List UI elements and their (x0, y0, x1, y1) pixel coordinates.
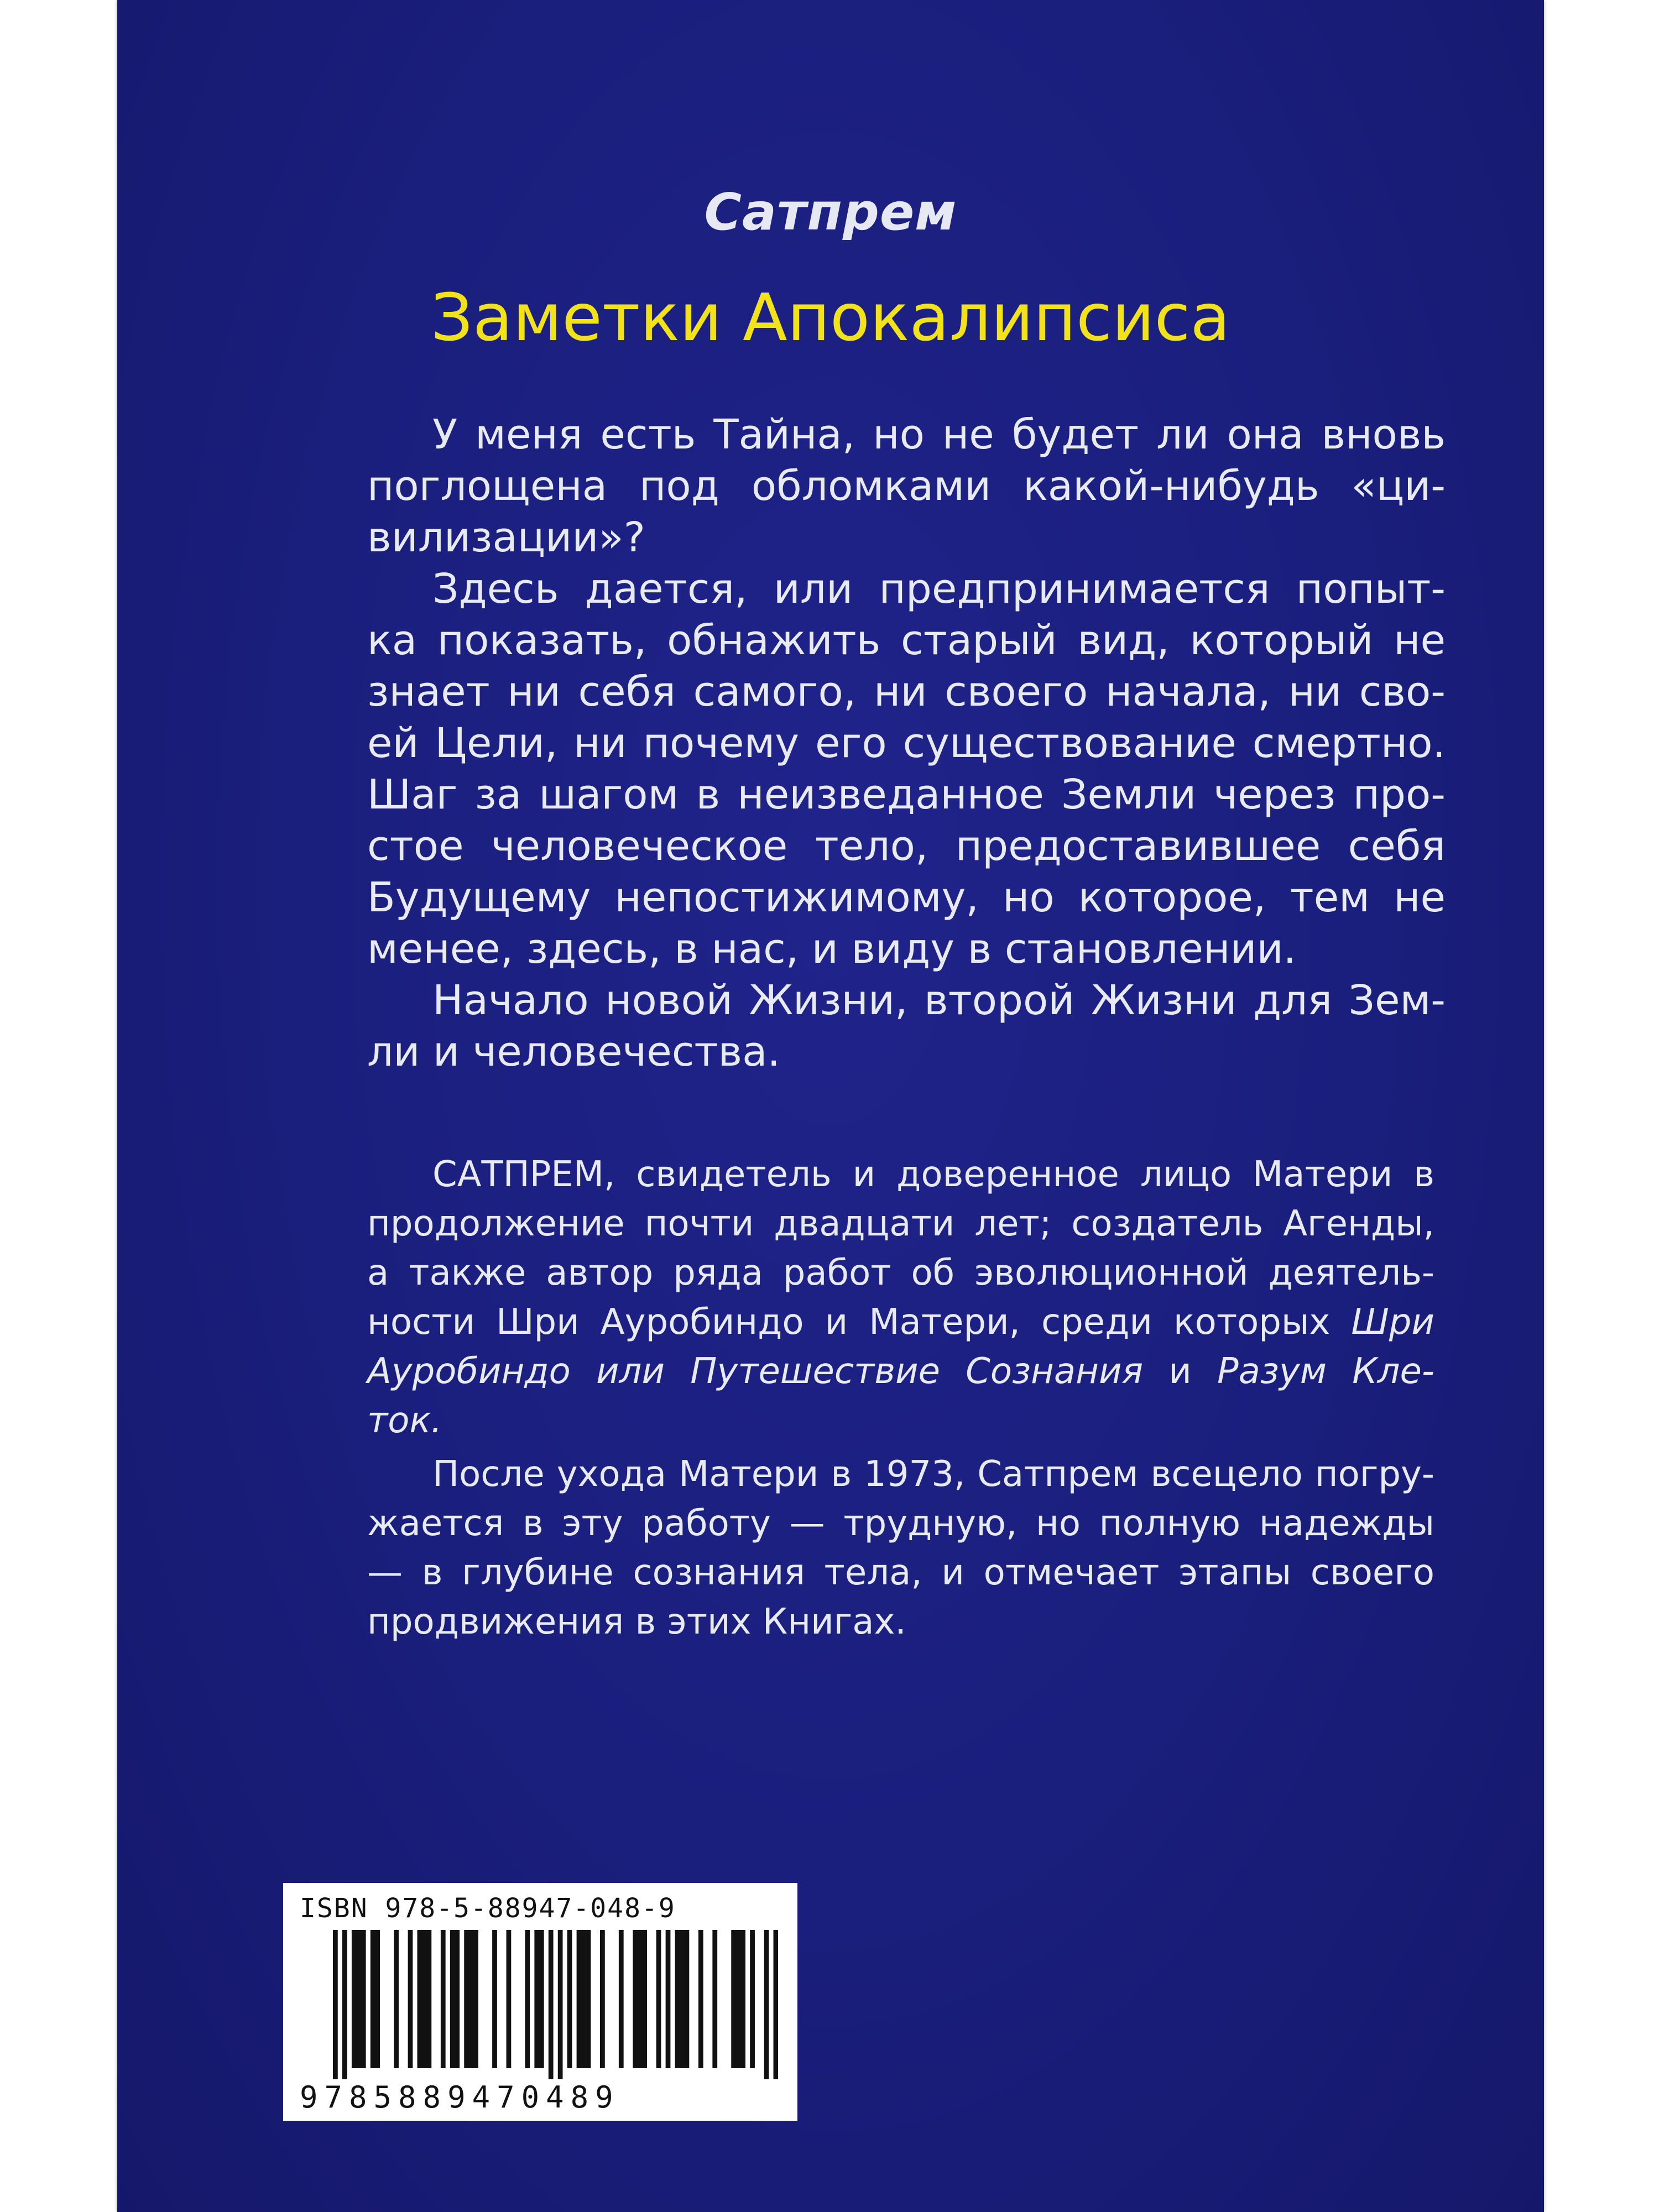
barcode-bar (633, 1930, 638, 2068)
barcode-bars (300, 1930, 778, 2079)
bio-line: После ухода Матери в 1973, Сатпрем всецело погру- (432, 1454, 1434, 1495)
barcode-bar (774, 1930, 778, 2079)
barcode-bar (764, 1930, 769, 2079)
barcode-bar (750, 1930, 755, 2068)
bio-book-title: Разум Кле- (1217, 1351, 1434, 1392)
bio-line: жается в эту работу — трудную, но полную надежды (367, 1503, 1434, 1544)
annotation-line: Начало новой Жизни, второй Жизни для Зем- (432, 977, 1446, 1024)
bio-line (367, 1347, 1434, 1396)
barcode-bar (371, 1930, 375, 2068)
bio-text: и (1143, 1351, 1217, 1392)
bio-line: продвижения в этих Книгах. (367, 1601, 906, 1642)
annotation-line: ка показать, обнажить старый вид, который не (367, 617, 1446, 664)
barcode-bar (712, 1930, 717, 2068)
barcode-bar (656, 1930, 661, 2068)
barcode-bar (422, 1930, 427, 2068)
barcode-bar (333, 1930, 338, 2079)
barcode-bar (525, 1930, 530, 2068)
bio-line: ток. (367, 1400, 442, 1441)
bio-line (367, 1298, 1434, 1347)
isbn-number: ISBN 978-5-88947-048-9 (300, 1893, 676, 1924)
annotation-line: Шаг за шагом в неизведанное Земли через про- (367, 771, 1446, 818)
bio-text: ности Шри Ауробиндо и Матери, среди которых (367, 1302, 1352, 1343)
barcode-bar (394, 1930, 399, 2068)
barcode-bar (642, 1930, 647, 2068)
annotation-line: поглощена под обломками какой-нибудь «ци- (367, 462, 1446, 510)
barcode-bar (666, 1930, 671, 2068)
barcode-bar (600, 1930, 605, 2068)
barcode-bar (675, 1930, 680, 2068)
annotation-text (367, 409, 1446, 1078)
barcode-bar (473, 1930, 478, 2068)
annotation-line: менее, здесь, в нас, и виду в становлении. (367, 925, 1297, 973)
barcode-bar (464, 1930, 469, 2068)
bio-line: а также автор ряда работ об эволюционной деятель- (367, 1253, 1434, 1293)
book-title: Заметки Апокалипсиса (431, 279, 1230, 356)
barcode-bar (567, 1930, 572, 2068)
barcode-bar (581, 1930, 586, 2068)
barcode-bar (549, 1930, 554, 2079)
barcode-bar (418, 1930, 422, 2068)
barcode-bar (586, 1930, 591, 2068)
isbn-barcode (283, 1883, 797, 2121)
barcode-bar (375, 1930, 380, 2068)
barcode-bar (455, 1930, 460, 2068)
barcode-bar (740, 1930, 745, 2068)
barcode-bar (507, 1930, 512, 2068)
barcode-bar (356, 1930, 361, 2068)
annotation-line: стое человеческое тело, предоставившее себя (367, 822, 1446, 870)
annotation-line: ей Цели, ни почему его существование смертно. (367, 719, 1446, 767)
bio-line: продолжение почти двадцати лет; создатель Агенды, (367, 1203, 1434, 1244)
bio-line: — в глубине сознания тела, и отмечает этапы своего (367, 1552, 1434, 1593)
barcode-digits: 9785889470489 (300, 2080, 620, 2115)
barcode-bar (469, 1930, 474, 2068)
barcode-bar (619, 1930, 624, 2068)
bio-book-title: Шри (1351, 1302, 1434, 1343)
annotation-line: ли и человечества. (367, 1028, 781, 1076)
barcode-bar (577, 1930, 582, 2068)
barcode-bar (539, 1930, 544, 2068)
barcode-bar (441, 1930, 446, 2068)
annotation-line: знает ни себя самого, ни своего начала, ни сво- (367, 668, 1446, 716)
barcode-bar (534, 1930, 539, 2068)
barcode-bar (450, 1930, 455, 2068)
annotation-line: Будущему непостижимому, но которое, тем не (367, 874, 1446, 921)
author-name: Сатпрем (704, 182, 957, 242)
barcode-bar (638, 1930, 643, 2068)
barcode-bar (426, 1930, 431, 2068)
barcode-bar (361, 1930, 366, 2068)
annotation-line: вилизации»? (367, 514, 645, 561)
bio-book-title: Ауробиндо или Путешествие Сознания (367, 1351, 1144, 1392)
barcode-bar (731, 1930, 736, 2068)
bio-line: САТПРЕМ, свидетель и доверенное лицо Матери в (432, 1154, 1434, 1195)
barcode-bar (492, 1930, 497, 2068)
book-back-cover (117, 0, 1544, 2212)
barcode-bar (558, 1930, 563, 2079)
barcode-bar (408, 1930, 413, 2068)
barcode-bar (342, 1930, 347, 2079)
barcode-bar (736, 1930, 741, 2068)
barcode-bar (680, 1930, 685, 2068)
barcode-bar (352, 1930, 357, 2068)
annotation-line: У меня есть Тайна, но не будет ли она вновь (432, 411, 1446, 458)
annotation-line: Здесь дается, или предпринимается попыт- (432, 565, 1446, 613)
author-biography (367, 1150, 1434, 1647)
barcode-bar (698, 1930, 703, 2068)
barcode-bar (685, 1930, 690, 2068)
